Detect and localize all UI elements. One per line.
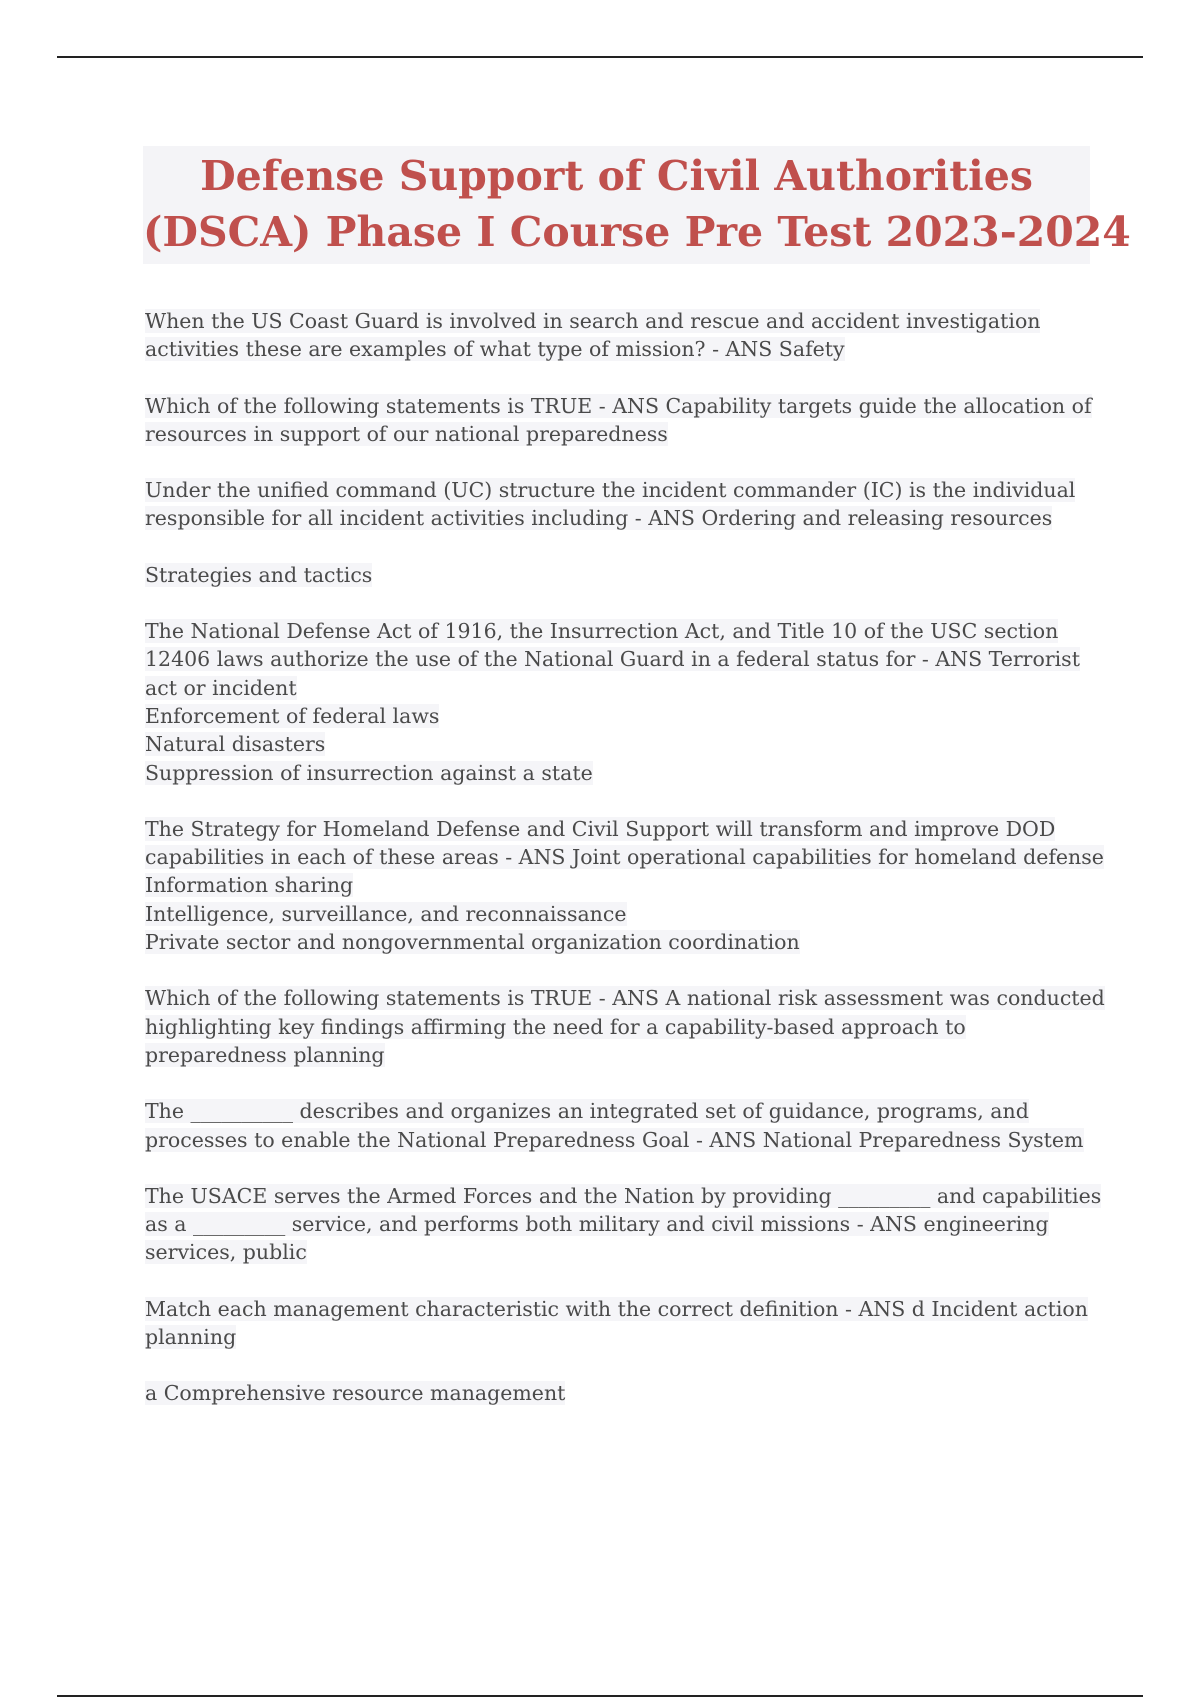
qa-item — [145, 561, 1090, 589]
qa-line — [145, 1182, 1102, 1210]
title-line: (DSCA) Phase I Course Pre Test 2023-2024 — [143, 208, 1131, 256]
qa-line — [145, 900, 1090, 928]
qa-text: When the US Coast Guard is involved in search and rescue and accident investigation — [145, 309, 1041, 333]
qa-line — [145, 307, 1090, 335]
qa-line — [145, 645, 1090, 673]
qa-text: Which of the following statements is TRUE - ANS Capability targets guide the allocation of — [145, 393, 1092, 418]
qa-line — [145, 928, 1090, 956]
qa-item — [145, 1182, 1102, 1267]
qa-text: services, public — [145, 1240, 307, 1265]
qa-text: Which of the following statements is TRUE - ANS A national risk assessment was conducted — [145, 986, 1105, 1011]
qa-text: Match each management characteristic with the correct definition - ANS d Incident action — [145, 1296, 1088, 1321]
qa-line — [145, 871, 1090, 899]
qa-line — [145, 1013, 1090, 1041]
qa-line — [145, 1323, 1090, 1351]
title-line: Defense Support of Civil Authorities — [200, 152, 1033, 200]
bottom-rule — [57, 1695, 1143, 1697]
qa-text: a Comprehensive resource management — [145, 1381, 566, 1406]
qa-text: act or incident — [145, 675, 297, 700]
qa-item — [145, 476, 1090, 533]
qa-text: activities these are examples of what type of mission? - ANS Safety — [145, 337, 845, 362]
qa-line — [145, 1041, 1090, 1069]
qa-text: responsible for all incident activities including - ANS Ordering and releasing resources — [145, 506, 1053, 531]
qa-line — [145, 420, 1090, 448]
qa-text: Under the unified command (UC) structure the incident commander (IC) is the individual — [145, 478, 1076, 503]
qa-text: capabilities in each of these areas - ANS Joint operational capabilities for homeland defense — [145, 845, 1104, 870]
qa-line — [145, 561, 1090, 589]
qa-line — [145, 730, 1090, 758]
qa-text: Natural disasters — [145, 732, 326, 757]
qa-line — [145, 984, 1105, 1012]
qa-item — [145, 1097, 1090, 1154]
qa-line — [145, 674, 1090, 702]
qa-item — [145, 1295, 1090, 1352]
qa-text: Strategies and tactics — [145, 562, 373, 587]
qa-line — [145, 1097, 1090, 1125]
qa-text: Enforcement of federal laws — [145, 703, 440, 728]
qa-item — [145, 617, 1090, 787]
qa-text: 12406 laws authorize the use of the National Guard in a federal status for - ANS Terrorist — [145, 647, 1080, 672]
qa-line — [145, 617, 1090, 645]
qa-text: preparedness planning — [145, 1042, 385, 1067]
qa-item — [145, 815, 1104, 956]
qa-item — [145, 1379, 1090, 1407]
qa-text: highlighting key findings affirming the need for a capability-based approach to — [145, 1014, 966, 1039]
qa-line — [145, 815, 1090, 843]
qa-item — [145, 392, 1090, 449]
qa-line — [145, 476, 1090, 504]
qa-line — [145, 759, 1090, 787]
qa-text: as a _________ service, and performs both military and civil missions - ANS engineering — [145, 1212, 1049, 1237]
qa-text: planning — [145, 1325, 237, 1350]
qa-text: The Strategy for Homeland Defense and Civil Support will transform and improve DOD — [145, 816, 1056, 841]
qa-line — [145, 843, 1104, 871]
qa-line — [145, 1295, 1090, 1323]
qa-text: resources in support of our national preparedness — [145, 421, 668, 446]
qa-text: Private sector and nongovernmental organization coordination — [145, 930, 800, 955]
qa-text: Intelligence, surveillance, and reconnaissance — [145, 901, 627, 926]
qa-text: Information sharing — [145, 873, 354, 898]
qa-text: processes to enable the National Preparedness Goal - ANS National Preparedness System — [145, 1127, 1084, 1152]
question-answer-list — [145, 307, 1105, 1436]
document-title — [143, 146, 1131, 264]
qa-line — [145, 504, 1090, 532]
qa-text: The USACE serves the Armed Forces and the Nation by providing _________ and capabilities — [145, 1183, 1102, 1208]
qa-item — [145, 307, 1090, 364]
qa-text: The __________ describes and organizes an integrated set of guidance, programs, and — [145, 1099, 1029, 1124]
qa-line — [145, 392, 1090, 420]
qa-text: The National Defense Act of 1916, the Insurrection Act, and Title 10 of the USC section — [145, 619, 1059, 644]
qa-line — [145, 1238, 1090, 1266]
qa-line — [145, 702, 1090, 730]
qa-text: Suppression of insurrection against a state — [145, 760, 593, 785]
qa-line — [145, 1126, 1090, 1154]
qa-line — [145, 335, 1090, 363]
qa-line — [145, 1379, 1090, 1407]
qa-line — [145, 1210, 1090, 1238]
top-rule — [57, 56, 1143, 58]
qa-item — [145, 984, 1105, 1069]
